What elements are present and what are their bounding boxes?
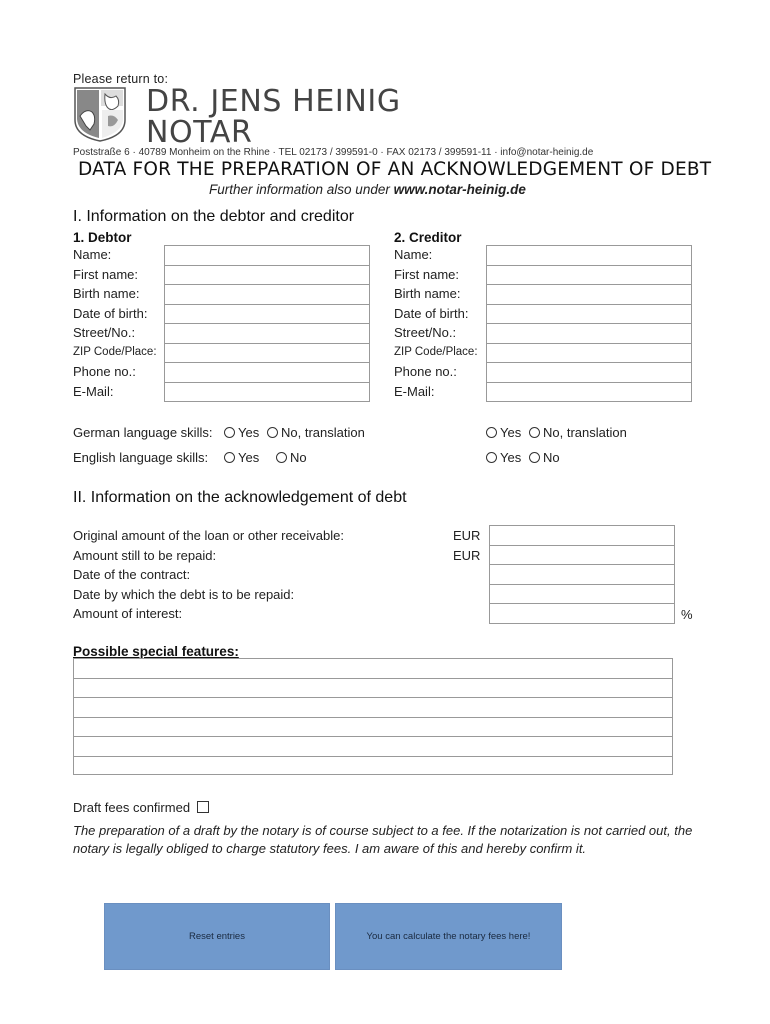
debtor-field-input[interactable] — [164, 284, 370, 305]
debt-row-input[interactable] — [489, 525, 675, 546]
calculate-fees-button[interactable]: You can calculate the notary fees here! — [335, 903, 562, 970]
debtor-field-input[interactable] — [164, 265, 370, 286]
creditor-field-label: First name: — [394, 266, 460, 282]
reset-entries-button[interactable]: Reset entries — [104, 903, 330, 970]
debtor-field-input[interactable] — [164, 245, 370, 266]
further-prefix: Further information also under — [209, 182, 394, 197]
special-features-line[interactable] — [74, 737, 672, 757]
special-features-line[interactable] — [74, 679, 672, 699]
debt-row-label: Date by which the debt is to be repaid: — [73, 586, 295, 602]
creditor-field-input[interactable] — [486, 304, 692, 325]
creditor-english-yes[interactable] — [486, 450, 521, 465]
address-line: Poststraße 6 · 40789 Monheim on the Rhine · TEL 02173 / 399591-0 · FAX 02173 / 399591-11 · info@notar-heinig.de — [73, 147, 594, 158]
creditor-heading: 2. Creditor — [394, 230, 462, 245]
draft-fees-confirmed[interactable] — [73, 800, 209, 815]
special-features-line[interactable] — [74, 698, 672, 718]
creditor-german-no-translation[interactable] — [529, 425, 627, 440]
debtor-field-input[interactable] — [164, 343, 370, 364]
radio-icon[interactable] — [224, 452, 235, 463]
creditor-field-input[interactable] — [486, 382, 692, 403]
debtor-english-no[interactable] — [276, 450, 307, 465]
special-features-line[interactable] — [74, 757, 672, 777]
creditor-field-label: Street/No.: — [394, 325, 457, 340]
debt-row-label: Amount of interest: — [73, 606, 183, 621]
debtor-german-yes[interactable] — [224, 425, 259, 440]
option-label: No — [290, 450, 307, 465]
creditor-field-label: Name: — [394, 247, 433, 262]
option-label: No, translation — [281, 425, 365, 440]
draft-fees-label: Draft fees confirmed — [73, 800, 191, 815]
currency-unit: EUR — [453, 547, 481, 563]
creditor-field-label: E-Mail: — [394, 383, 435, 399]
special-features-line[interactable] — [74, 718, 672, 738]
creditor-field-label: Phone no.: — [394, 364, 457, 379]
option-label: Yes — [500, 450, 522, 465]
special-features-table — [73, 658, 673, 775]
fee-notice: The preparation of a draft by the notary is of course subject to a fee. If the notarization is not carried out, the notary is legally obliged to charge statutory fees. I am aware of this and hereby confirm it. — [73, 823, 693, 856]
debtor-field-input[interactable] — [164, 362, 370, 383]
creditor-german-yes[interactable] — [486, 425, 521, 440]
debtor-field-label: ZIP Code/Place: — [73, 346, 157, 358]
option-label: Yes — [500, 425, 522, 440]
creditor-field-input[interactable] — [486, 323, 692, 344]
creditor-field-input[interactable] — [486, 343, 692, 364]
percent-unit: % — [681, 607, 693, 622]
debt-row-input[interactable] — [489, 545, 675, 566]
debtor-field-label: Name: — [73, 247, 112, 262]
debtor-field-label: Birth name: — [73, 286, 140, 301]
english-skills-label: English language skills: — [73, 450, 209, 465]
debtor-field-label: Date of birth: — [73, 305, 148, 321]
creditor-field-input[interactable] — [486, 245, 692, 266]
radio-icon[interactable] — [486, 427, 497, 438]
creditor-field-label: Birth name: — [394, 286, 461, 301]
debt-row-input[interactable] — [489, 584, 675, 605]
section2-heading: II. Information on the acknowledgement of debt — [73, 489, 407, 506]
german-skills-label: German language skills: — [73, 425, 213, 440]
debt-row-input[interactable] — [489, 603, 675, 624]
debtor-field-label: First name: — [73, 266, 139, 282]
special-features-heading: Possible special features: — [73, 644, 239, 659]
creditor-field-label: Date of birth: — [394, 305, 469, 321]
option-label: Yes — [238, 450, 260, 465]
radio-icon[interactable] — [529, 452, 540, 463]
option-label: No — [543, 450, 560, 465]
website-link[interactable]: www.notar-heinig.de — [393, 182, 526, 197]
debt-row-label: Amount still to be repaid: — [73, 547, 217, 563]
debtor-field-label: E-Mail: — [73, 383, 114, 399]
creditor-field-input[interactable] — [486, 284, 692, 305]
debtor-field-input[interactable] — [164, 323, 370, 344]
debtor-field-input[interactable] — [164, 382, 370, 403]
creditor-english-no[interactable] — [529, 450, 560, 465]
debtor-german-no-translation[interactable] — [267, 425, 365, 440]
brand-subtitle: NOTAR — [146, 115, 253, 150]
creditor-field-input[interactable] — [486, 362, 692, 383]
debtor-english-yes[interactable] — [224, 450, 259, 465]
page-title: DATA FOR THE PREPARATION OF AN ACKNOWLEDGEMENT OF DEBT — [78, 159, 712, 180]
debtor-field-label: Street/No.: — [73, 325, 136, 340]
option-label: No, translation — [543, 425, 627, 440]
radio-icon[interactable] — [529, 427, 540, 438]
special-features-line[interactable] — [74, 659, 672, 679]
radio-icon[interactable] — [224, 427, 235, 438]
debt-row-label: Original amount of the loan or other receivable: — [73, 528, 344, 543]
option-label: Yes — [238, 425, 260, 440]
section1-heading: I. Information on the debtor and creditor — [73, 208, 355, 225]
radio-icon[interactable] — [267, 427, 278, 438]
creditor-field-input[interactable] — [486, 265, 692, 286]
currency-unit: EUR — [453, 528, 481, 543]
debt-row-label: Date of the contract: — [73, 567, 191, 582]
brand-name: DR. JENS HEINIG — [146, 84, 401, 119]
radio-icon[interactable] — [276, 452, 287, 463]
please-return-label: Please return to: — [73, 72, 169, 86]
radio-icon[interactable] — [486, 452, 497, 463]
draft-fees-checkbox[interactable] — [197, 801, 209, 813]
debtor-field-input[interactable] — [164, 304, 370, 325]
debtor-field-label: Phone no.: — [73, 364, 136, 379]
debt-row-input[interactable] — [489, 564, 675, 585]
creditor-field-label: ZIP Code/Place: — [394, 346, 478, 358]
further-info — [209, 182, 526, 197]
nrw-crest-icon — [72, 86, 128, 142]
debtor-heading: 1. Debtor — [73, 230, 132, 245]
